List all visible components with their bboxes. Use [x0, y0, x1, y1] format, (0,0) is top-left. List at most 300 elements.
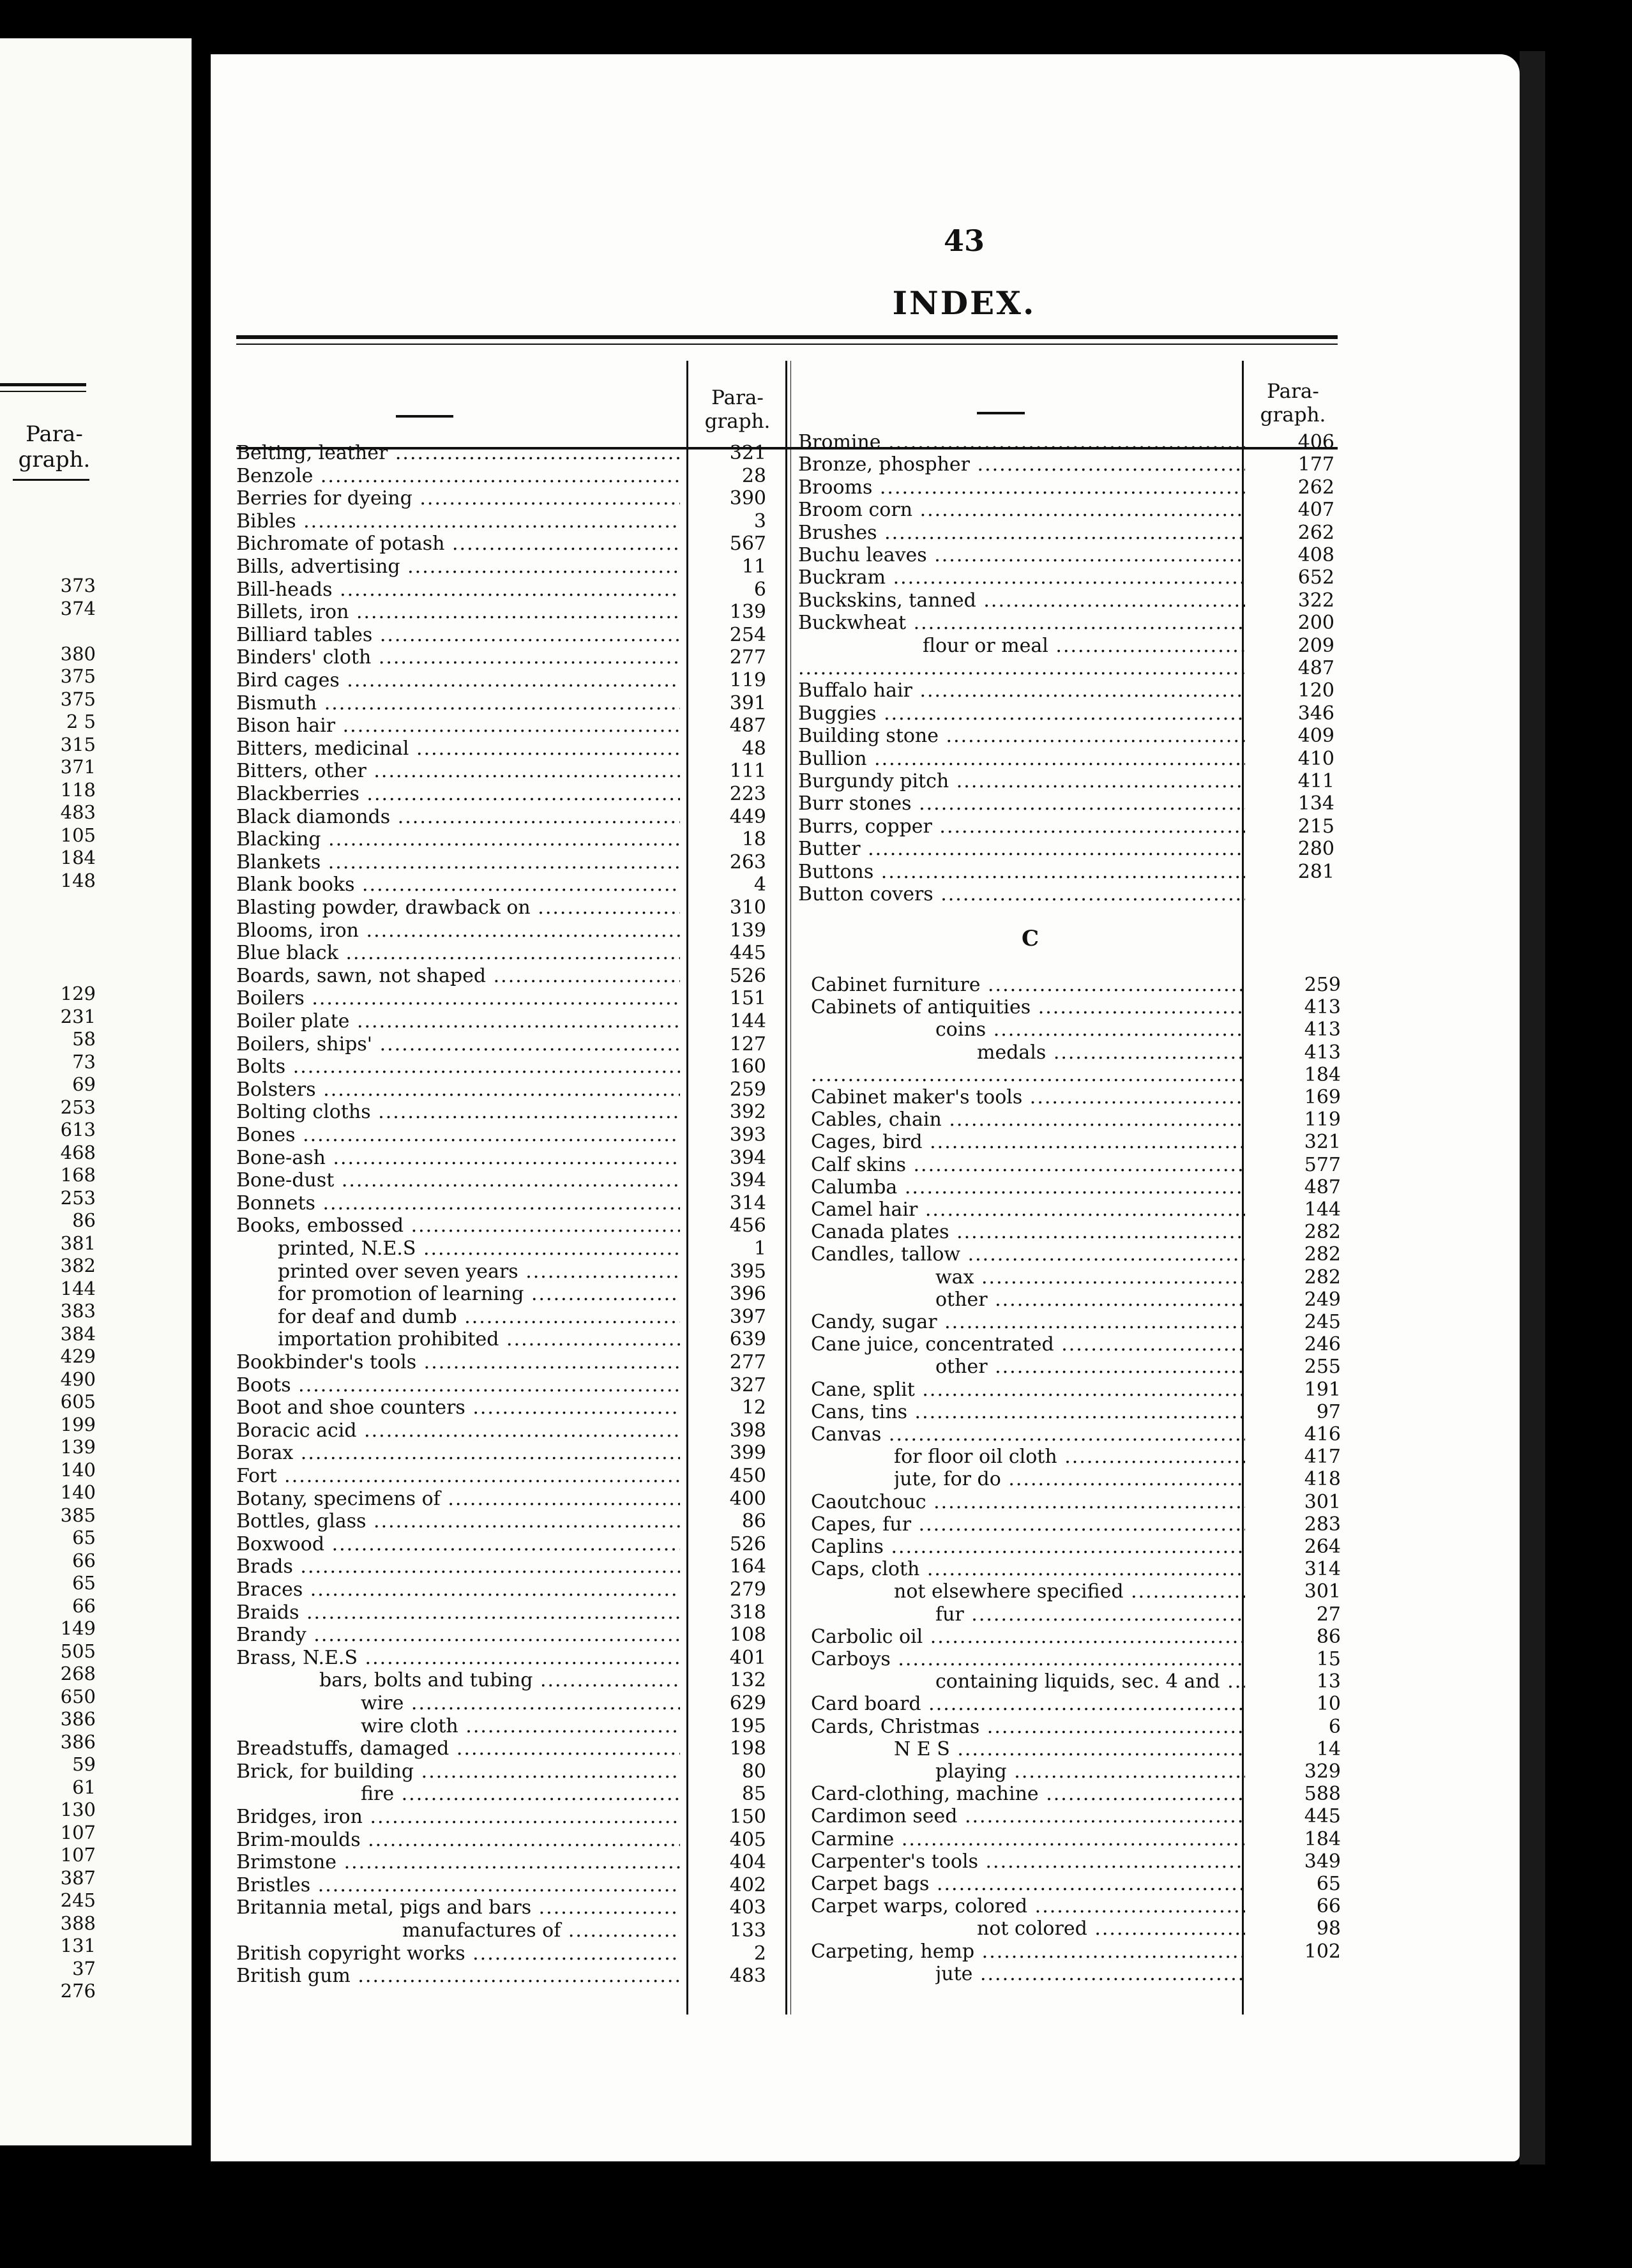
entry-paragraph-number: 322 — [1297, 589, 1334, 612]
entry-label: Brads ..... — [236, 1555, 680, 1578]
entry-label: Bichromate of potash ..... — [236, 533, 680, 555]
index-entry — [236, 942, 766, 964]
entry-paragraph-number: 283 — [1304, 1513, 1341, 1536]
entry-paragraph-number: 629 — [729, 1692, 766, 1714]
entry-label: Britannia metal, pigs and bars ..... — [236, 1896, 680, 1919]
entry-label: Bridges, iron ..... — [236, 1806, 680, 1828]
entry-paragraph-number: 404 — [729, 1851, 766, 1874]
index-entry — [236, 510, 766, 533]
facing-paragraph-number: 2 5 — [66, 711, 96, 732]
entry-paragraph-number: 301 — [1304, 1580, 1341, 1603]
index-entry — [798, 476, 1334, 499]
entry-paragraph-number: 346 — [1297, 702, 1334, 725]
index-entry — [236, 851, 766, 873]
page-number: 43 — [943, 223, 985, 258]
index-entry — [236, 601, 766, 623]
index-entry — [236, 1510, 766, 1532]
entry-label: Buckram ..... — [798, 566, 1245, 589]
entry-paragraph-number: 86 — [741, 1510, 766, 1533]
entry-paragraph-number: 3 — [753, 510, 766, 533]
entry-label: Burrs, copper ..... — [798, 815, 1245, 838]
index-entry — [236, 1396, 766, 1419]
entry-paragraph-number: 418 — [1304, 1468, 1341, 1491]
index-entry — [811, 1041, 1341, 1064]
facing-paragraph-number: 131 — [60, 1935, 96, 1956]
entry-label: Benzole ..... — [236, 465, 680, 487]
left-column-header-dash — [396, 415, 453, 418]
facing-paragraph-number: 388 — [60, 1912, 96, 1934]
facing-paragraph-number: 253 — [60, 1186, 96, 1209]
entry-label: Brick, for building ..... — [236, 1760, 680, 1783]
entry-paragraph-number: 150 — [729, 1806, 766, 1828]
index-entry — [811, 1468, 1341, 1490]
index-entry — [236, 1533, 766, 1555]
entry-paragraph-number: 282 — [1304, 1266, 1341, 1289]
entry-label: Carmine ..... — [811, 1828, 1245, 1850]
entry-label: flour or meal ..... — [923, 635, 1245, 657]
entry-label: Bismuth ..... — [236, 692, 680, 714]
entry-label: jute ..... — [935, 1963, 1245, 1985]
facing-paragraph-number: 380 — [60, 642, 96, 665]
entry-paragraph-number: 160 — [729, 1055, 766, 1078]
index-entry — [236, 1465, 766, 1487]
entry-paragraph-number: 349 — [1304, 1850, 1341, 1873]
facing-paragraph-number: 505 — [60, 1640, 96, 1662]
entry-label: Braids ..... — [236, 1601, 680, 1624]
index-entry — [798, 589, 1334, 612]
entry-paragraph-number: 449 — [729, 805, 766, 828]
facing-paragraph-number: 139 — [60, 1436, 96, 1458]
index-entry — [811, 1131, 1341, 1153]
entry-label: Bone-dust ..... — [236, 1169, 680, 1191]
facing-paragraph-number: 386 — [60, 1708, 96, 1730]
entry-paragraph-number: 391 — [729, 692, 766, 714]
left-paragraph-header: Para- graph. — [704, 386, 771, 433]
facing-paragraph-number: 66 — [72, 1549, 96, 1571]
entry-paragraph-number: 209 — [1297, 634, 1334, 657]
entry-label: Boots ..... — [236, 1374, 680, 1396]
index-entry — [236, 1010, 766, 1032]
entry-paragraph-number: 277 — [729, 1351, 766, 1373]
entry-paragraph-number: 255 — [1304, 1356, 1341, 1379]
entry-label: Binders' cloth ..... — [236, 646, 680, 669]
facing-paragraph-number: 374 — [60, 597, 96, 619]
entry-paragraph-number: 184 — [1304, 1827, 1341, 1850]
entry-paragraph-number: 144 — [1304, 1198, 1341, 1221]
facing-paragraph-number: 650 — [60, 1685, 96, 1707]
index-entry — [236, 1942, 766, 1965]
entry-label: Cabinet maker's tools ..... — [811, 1086, 1245, 1108]
index-entry — [236, 465, 766, 487]
entry-label: Brimstone ..... — [236, 1851, 680, 1873]
index-entry — [798, 748, 1334, 770]
entry-label: Brooms ..... — [798, 476, 1245, 499]
entry-label: Carbolic oil ..... — [811, 1626, 1245, 1648]
facing-paragraph-number — [19, 620, 96, 643]
entry-paragraph-number: 127 — [729, 1032, 766, 1055]
entry-paragraph-number: 280 — [1297, 838, 1334, 861]
entry-paragraph-number: 487 — [1297, 657, 1334, 679]
entry-paragraph-number: 399 — [729, 1442, 766, 1465]
entry-paragraph-number: 413 — [1304, 996, 1341, 1019]
index-entry — [236, 1578, 766, 1601]
entry-paragraph-number: 526 — [729, 964, 766, 987]
index-entry — [811, 1626, 1341, 1648]
index-entry — [811, 1266, 1341, 1289]
entry-label: Billiard tables ..... — [236, 624, 680, 646]
entry-paragraph-number: 86 — [1316, 1625, 1341, 1648]
entry-paragraph-number: 403 — [729, 1896, 766, 1919]
entry-label: Caoutchouc ..... — [811, 1491, 1245, 1513]
entry-label: playing ..... — [935, 1760, 1245, 1783]
entry-paragraph-number: 400 — [729, 1487, 766, 1510]
entry-label: Belting, leather ..... — [236, 442, 680, 464]
entry-paragraph-number: 407 — [1297, 499, 1334, 522]
entry-label: Books, embossed ..... — [236, 1214, 680, 1237]
facing-page — [0, 38, 192, 2145]
index-entry — [236, 1851, 766, 1873]
entry-paragraph-number: 282 — [1304, 1221, 1341, 1244]
index-entry — [236, 1647, 766, 1669]
index-entry — [798, 792, 1334, 815]
entry-label: wire cloth ..... — [361, 1715, 680, 1737]
index-entry — [811, 1379, 1341, 1401]
index-entry — [811, 1693, 1341, 1715]
entry-label: Boilers, ships' ..... — [236, 1033, 680, 1055]
index-entry — [236, 1488, 766, 1510]
entry-paragraph-number: 413 — [1304, 1041, 1341, 1064]
index-entry — [236, 442, 766, 464]
entry-label: Buchu leaves ..... — [798, 544, 1245, 566]
entry-label: fur ..... — [935, 1603, 1245, 1626]
entry-label: importation prohibited ..... — [278, 1328, 680, 1350]
entry-label: Blasting powder, drawback on ..... — [236, 896, 680, 919]
entry-label: Brim-moulds ..... — [236, 1829, 680, 1851]
index-entry — [811, 974, 1341, 996]
index-entry — [236, 1124, 766, 1146]
entry-label: Cages, bird ..... — [811, 1131, 1245, 1153]
index-entry — [811, 1423, 1341, 1446]
index-entry — [236, 1555, 766, 1578]
entry-label — [798, 657, 1245, 679]
index-entry — [798, 499, 1334, 521]
index-entry — [811, 1603, 1341, 1626]
facing-paragraph-number: 130 — [60, 1799, 96, 1820]
entry-label: not elsewhere specified ..... — [894, 1580, 1245, 1603]
index-entry — [811, 1558, 1341, 1580]
facing-paragraph-number: 37 — [72, 1957, 96, 1979]
facing-paragraph-number: 384 — [60, 1322, 96, 1345]
entry-label: Blue black ..... — [236, 942, 680, 964]
facing-paragraph-number: 69 — [72, 1073, 96, 1095]
facing-paragraph-number: 429 — [60, 1345, 96, 1367]
entry-label: Cane, split ..... — [811, 1379, 1245, 1401]
index-entry — [811, 1850, 1341, 1873]
facing-paragraph-number: 613 — [60, 1119, 96, 1140]
entry-label: Carboys ..... — [811, 1648, 1245, 1670]
index-entry — [236, 1147, 766, 1169]
facing-paragraph-number: 383 — [60, 1300, 96, 1322]
index-entry — [236, 487, 766, 510]
entry-label: bars, bolts and tubing ..... — [319, 1669, 680, 1691]
entry-label: Canvas ..... — [811, 1423, 1245, 1446]
entry-label: Capes, fur ..... — [811, 1513, 1245, 1536]
index-entry — [811, 1828, 1341, 1850]
facing-paragraph-number: 375 — [60, 665, 96, 687]
entry-paragraph-number: 139 — [729, 919, 766, 942]
entry-paragraph-number: 254 — [729, 623, 766, 646]
right-column-header-dash — [977, 412, 1025, 414]
entry-label: Cans, tins ..... — [811, 1401, 1245, 1423]
index-entry — [236, 1055, 766, 1078]
entry-paragraph-number: 80 — [741, 1760, 766, 1783]
entry-label: Bonnets ..... — [236, 1192, 680, 1214]
index-entry — [811, 1940, 1341, 1963]
entry-paragraph-number: 133 — [729, 1919, 766, 1942]
index-entry — [798, 815, 1334, 838]
facing-paragraph-number: 382 — [60, 1255, 96, 1276]
entry-paragraph-number: 327 — [729, 1373, 766, 1396]
index-entry — [236, 828, 766, 850]
index-entry — [811, 1311, 1341, 1333]
entry-label: for deaf and dumb ..... — [278, 1306, 680, 1328]
entry-paragraph-number: 281 — [1297, 860, 1334, 883]
entry-paragraph-number: 405 — [729, 1828, 766, 1851]
entry-paragraph-number: 310 — [729, 896, 766, 919]
column-divider — [790, 361, 791, 2015]
index-entry — [811, 1176, 1341, 1198]
entry-label: Buffalo hair ..... — [798, 679, 1245, 702]
facing-paragraph-number: 468 — [60, 1141, 96, 1163]
entry-label: Carpet bags ..... — [811, 1873, 1245, 1895]
index-entry — [236, 806, 766, 828]
index-entry — [811, 1873, 1341, 1895]
entry-paragraph-number: 416 — [1304, 1423, 1341, 1446]
index-entry — [236, 556, 766, 578]
index-entry — [811, 1670, 1341, 1693]
entry-label: Boracic acid ..... — [236, 1419, 680, 1442]
index-entry — [236, 1374, 766, 1396]
entry-label: Cards, Christmas ..... — [811, 1716, 1245, 1738]
entry-paragraph-number: 262 — [1297, 476, 1334, 499]
entry-paragraph-number: 169 — [1304, 1086, 1341, 1108]
entry-paragraph-number: 6 — [1328, 1715, 1341, 1738]
entry-label: Carpet warps, colored ..... — [811, 1895, 1245, 1917]
top-rule-thick — [236, 335, 1338, 339]
entry-label: Billets, iron ..... — [236, 601, 680, 623]
entry-paragraph-number: 411 — [1297, 770, 1334, 792]
index-entry — [236, 1419, 766, 1442]
entry-label: medals ..... — [977, 1041, 1245, 1064]
index-entry — [798, 883, 1334, 905]
entry-paragraph-number: 66 — [1316, 1895, 1341, 1918]
entry-label: Cabinet furniture ..... — [811, 974, 1245, 996]
facing-paragraph-number: 65 — [72, 1527, 96, 1548]
entry-paragraph-number: 119 — [1304, 1108, 1341, 1131]
entry-label: Bromine ..... — [798, 431, 1245, 453]
entry-paragraph-number: 282 — [1304, 1243, 1341, 1266]
index-entry — [236, 1351, 766, 1373]
entry-paragraph-number: 164 — [729, 1555, 766, 1578]
facing-paragraph-number: 199 — [60, 1413, 96, 1435]
entry-paragraph-number: 445 — [729, 942, 766, 965]
entry-paragraph-number: 223 — [729, 783, 766, 805]
entry-paragraph-number: 318 — [729, 1601, 766, 1624]
top-rule-thin — [236, 344, 1338, 345]
entry-label: N E S ..... — [894, 1738, 1245, 1760]
entry-label: Bibles ..... — [236, 510, 680, 533]
index-entry — [811, 1716, 1341, 1738]
entry-label: Borax ..... — [236, 1442, 680, 1464]
entry-paragraph-number: 2 — [753, 1942, 766, 1965]
entry-paragraph-number: 445 — [1304, 1805, 1341, 1828]
entry-label: Boards, sawn, not shaped ..... — [236, 965, 680, 987]
facing-header-rule — [13, 479, 89, 481]
entry-label: Bronze, phospher ..... — [798, 453, 1245, 476]
entry-label: Boiler plate ..... — [236, 1010, 680, 1032]
index-entry — [811, 1446, 1341, 1468]
index-entry — [236, 714, 766, 737]
entry-label: Brass, N.E.S ..... — [236, 1647, 680, 1669]
index-entry — [236, 1192, 766, 1214]
entry-label: Bookbinder's tools ..... — [236, 1351, 680, 1373]
index-entry — [236, 1601, 766, 1624]
entry-label: fire ..... — [361, 1783, 680, 1805]
entry-paragraph-number: 526 — [729, 1532, 766, 1555]
facing-paragraph-number: 490 — [60, 1368, 96, 1390]
facing-paragraph-number: 61 — [72, 1776, 96, 1798]
facing-paragraph-number: 107 — [60, 1844, 96, 1866]
index-entry — [236, 692, 766, 714]
entry-label: Blackberries ..... — [236, 783, 680, 805]
facing-paragraph-number: 149 — [60, 1617, 96, 1639]
facing-paragraph-number: 373 — [60, 575, 96, 596]
facing-paragraph-number: 231 — [60, 1005, 96, 1027]
index-entry — [798, 566, 1334, 589]
entry-label: Building stone ..... — [798, 725, 1245, 747]
index-entry — [811, 996, 1341, 1018]
facing-paragraph-number: 268 — [60, 1663, 96, 1684]
entry-paragraph-number: 394 — [729, 1169, 766, 1192]
index-entry — [798, 431, 1334, 453]
entry-paragraph-number: 417 — [1304, 1446, 1341, 1469]
entry-label: Broom corn ..... — [798, 499, 1245, 521]
entry-paragraph-number: 314 — [729, 1191, 766, 1214]
entry-label: Cane juice, concentrated ..... — [811, 1333, 1245, 1356]
section-letter-c: C — [1022, 926, 1039, 951]
index-entry — [236, 1669, 766, 1691]
entry-paragraph-number: 177 — [1297, 453, 1334, 476]
index-entry — [236, 1692, 766, 1714]
entry-paragraph-number: 259 — [1304, 974, 1341, 996]
index-entry — [798, 453, 1334, 476]
entry-paragraph-number: 394 — [729, 1146, 766, 1169]
facing-paragraph-number: 107 — [60, 1821, 96, 1843]
index-entry — [236, 873, 766, 896]
facing-rule-thin — [0, 391, 86, 392]
index-entry — [811, 1648, 1341, 1670]
index-entry — [811, 1513, 1341, 1536]
entry-paragraph-number: 262 — [1297, 521, 1334, 544]
index-entry — [811, 1064, 1341, 1086]
facing-paragraph-number: 245 — [60, 1889, 96, 1911]
entry-label: Caps, cloth ..... — [811, 1558, 1245, 1580]
entry-paragraph-number: 487 — [1304, 1176, 1341, 1198]
index-entry — [811, 1580, 1341, 1603]
entry-label: Bill-heads ..... — [236, 578, 680, 601]
entry-paragraph-number: 13 — [1316, 1670, 1341, 1693]
entry-paragraph-number: 120 — [1297, 679, 1334, 702]
entry-label: Botany, specimens of ..... — [236, 1488, 680, 1510]
entry-paragraph-number: 195 — [729, 1714, 766, 1737]
entry-paragraph-number: 395 — [729, 1260, 766, 1283]
entry-paragraph-number: 409 — [1297, 725, 1334, 748]
entry-label: coins ..... — [935, 1018, 1245, 1041]
index-entry — [236, 1033, 766, 1055]
entry-label: Boxwood ..... — [236, 1533, 680, 1555]
facing-paragraph-number: 253 — [60, 1096, 96, 1118]
entry-label: wax ..... — [935, 1266, 1245, 1289]
entry-paragraph-number: 184 — [1304, 1063, 1341, 1086]
page-edge — [1520, 51, 1545, 2165]
index-entry — [236, 669, 766, 692]
index-entry — [236, 987, 766, 1009]
entry-label: Burr stones ..... — [798, 792, 1245, 815]
index-entry — [811, 1289, 1341, 1311]
entry-label: Carpenter's tools ..... — [811, 1850, 1245, 1873]
facing-paragraph-number: 387 — [60, 1866, 96, 1889]
index-entry — [811, 1738, 1341, 1760]
facing-paragraph-number: 129 — [60, 983, 96, 1004]
entry-paragraph-number: 144 — [729, 1010, 766, 1032]
index-entry — [811, 1243, 1341, 1266]
entry-label: Breadstuffs, damaged ..... — [236, 1737, 680, 1760]
facing-paragraph-number — [19, 960, 96, 983]
entry-label: Bottles, glass ..... — [236, 1510, 680, 1532]
entry-label: Butter ..... — [798, 838, 1245, 860]
index-page — [211, 54, 1520, 2161]
entry-paragraph-number: 408 — [1297, 544, 1334, 566]
entry-label: Bitters, other ..... — [236, 760, 680, 782]
index-entry — [236, 1101, 766, 1123]
entry-label: Bullion ..... — [798, 748, 1245, 770]
index-entry — [811, 1198, 1341, 1221]
index-entry — [236, 1328, 766, 1350]
entry-paragraph-number: 1 — [753, 1237, 766, 1260]
index-entry — [811, 1917, 1341, 1940]
index-entry — [236, 533, 766, 555]
facing-paragraph-number: 105 — [60, 824, 96, 846]
entry-label: Calf skins ..... — [811, 1154, 1245, 1176]
entry-paragraph-number: 119 — [729, 669, 766, 692]
entry-label: printed over seven years ..... — [278, 1260, 680, 1283]
entry-paragraph-number: 132 — [729, 1669, 766, 1692]
entry-paragraph-number: 245 — [1304, 1311, 1341, 1333]
facing-paragraph-number: 118 — [60, 778, 96, 801]
entry-label: Cables, chain ..... — [811, 1108, 1245, 1131]
index-entry — [811, 1895, 1341, 1917]
entry-label: Bolsters ..... — [236, 1078, 680, 1101]
index-entry — [236, 760, 766, 782]
index-entry — [236, 1829, 766, 1851]
entry-paragraph-number: 97 — [1316, 1400, 1341, 1423]
facing-paragraph-number: 371 — [60, 756, 96, 778]
entry-label: Bitters, medicinal ..... — [236, 737, 680, 760]
index-entry — [811, 1401, 1341, 1423]
facing-number-column — [19, 575, 96, 2003]
entry-label: Button covers ..... — [798, 883, 1245, 905]
facing-paragraph-number: 483 — [60, 801, 96, 823]
